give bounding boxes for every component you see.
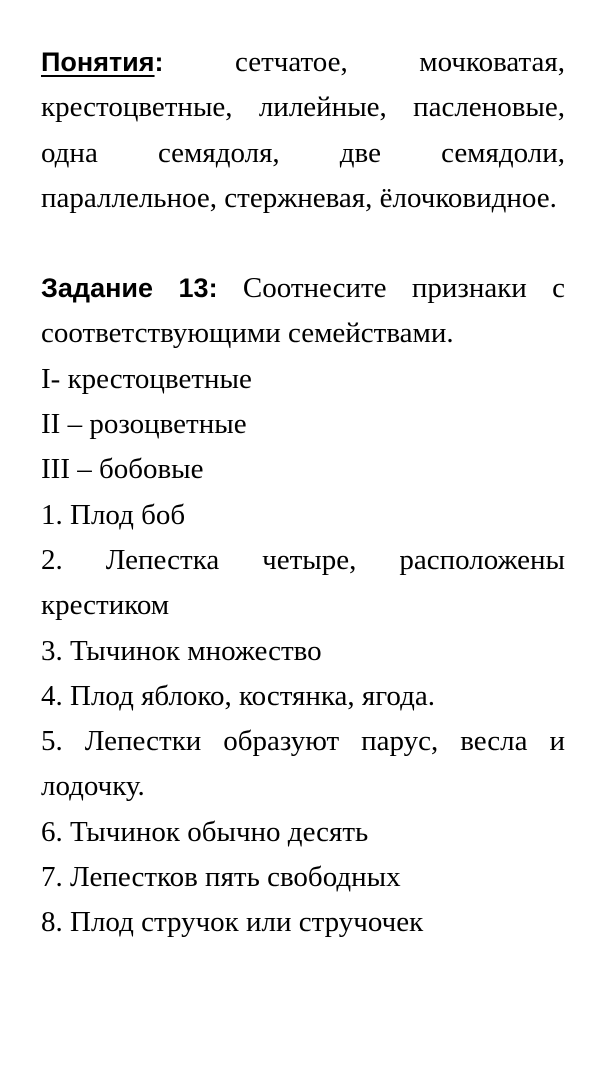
feature-item-1: 1. Плод боб [41, 498, 186, 531]
paragraph-spacer [41, 221, 565, 266]
concepts-text: сетчатое, мочковатая, крестоцветные, лилейные, пасленовые, одна семядоля, две семядоли, параллельное, стержневая, ёлочковидное. [41, 46, 565, 214]
feature-item-3: 3. Тычинок множество [41, 634, 322, 667]
family-item-3: III – бобовые [41, 453, 204, 486]
document-page [41, 40, 565, 946]
feature-item-8: 8. Плод стручок или стручочек [41, 906, 424, 939]
concepts-label: Понятия [41, 47, 155, 77]
task-text: Соотнесите признаки с соответствующими семействами. [41, 272, 565, 350]
feature-item-2: 2. Лепестка четыре, расположены крестиком [41, 543, 565, 622]
task-label: Задание 13: [41, 273, 218, 304]
family-item-2: II – розоцветные [41, 408, 247, 441]
feature-item-4: 4. Плод яблоко, костянка, ягода. [41, 679, 435, 712]
task-paragraph [41, 266, 565, 357]
families-list [41, 357, 565, 493]
feature-item-5: 5. Лепестки образуют парус, весла и лодочку. [41, 725, 565, 803]
concepts-paragraph [41, 40, 565, 221]
feature-item-6: 6. Тычинок обычно десять [41, 815, 369, 848]
feature-item-7: 7. Лепестков пять свободных [41, 861, 401, 894]
features-list [41, 493, 565, 946]
family-item-1: I- крестоцветные [41, 362, 252, 395]
concepts-colon: : [154, 47, 164, 77]
